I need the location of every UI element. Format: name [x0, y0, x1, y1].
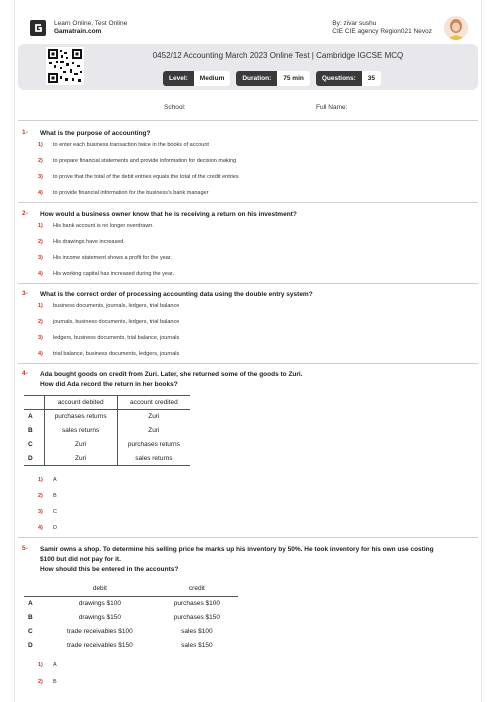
- divider: [18, 283, 478, 284]
- table-corner-cell: [24, 582, 44, 596]
- option-number: 3): [38, 509, 43, 515]
- test-meta: [163, 71, 381, 86]
- option-number: 1): [38, 477, 43, 483]
- table-cell: drawings $150: [78, 613, 122, 621]
- option-text: to prove that the total of the debit entries equals the total of the credit entries: [53, 174, 239, 180]
- option-number: 1): [38, 303, 43, 309]
- table-row: [24, 638, 238, 652]
- option-number: 2): [38, 239, 43, 245]
- option-text: B: [53, 493, 57, 499]
- option-text: His bank account is no longer overdrawn.: [53, 223, 154, 229]
- option-number: 2): [38, 158, 43, 164]
- level-label: Level:: [163, 71, 194, 86]
- question-text: What is the correct order of processing accounting data using the double entry system?: [40, 291, 313, 298]
- table-header: account credited: [130, 399, 178, 406]
- question-text-line: Samir owns a shop. To determine his selling price he marks up his inventory by 50%. He took inventory for his own use costing: [40, 546, 434, 553]
- question-text-line: $100 but did not pay for it.: [40, 556, 121, 563]
- option-text: A: [53, 477, 57, 483]
- table-row: [24, 438, 190, 452]
- table-cell: trade receivables $100: [67, 627, 133, 635]
- table-header: credit: [188, 585, 205, 593]
- option-text: His drawings have increased.: [53, 239, 125, 245]
- option-text: B: [53, 679, 57, 685]
- full-name-field[interactable]: Full Name:: [316, 104, 348, 111]
- table-cell: purchases returns: [44, 410, 117, 424]
- option-text: A: [53, 662, 57, 668]
- table-cell: purchases $100: [173, 599, 221, 607]
- table-cell: Zuri: [148, 413, 160, 421]
- site-tagline: Learn Online, Test Online: [54, 20, 128, 27]
- option-number: 3): [38, 174, 43, 180]
- table-cell: sales returns: [135, 454, 173, 462]
- option-text: C: [53, 509, 57, 515]
- author-agency: CIE CIE agency Region021 Nevoz: [332, 28, 432, 35]
- row-label: D: [24, 452, 44, 466]
- divider: [18, 363, 478, 364]
- row-label: A: [24, 410, 44, 424]
- author-name: By: zivar sushu: [332, 20, 377, 27]
- table-cell: purchases returns: [127, 441, 180, 448]
- option-text: to prepare financial statements and provide information for decision making: [53, 158, 237, 164]
- table-row: [24, 452, 190, 466]
- option-text: business documents, journals, ledgers, trial balance: [53, 303, 180, 309]
- duration-label: Duration:: [236, 71, 277, 86]
- table-cell: Zuri: [148, 427, 160, 434]
- question-text: [40, 370, 468, 390]
- option-number: 1): [38, 662, 43, 668]
- option-number: 1): [38, 223, 43, 229]
- option-text: D: [53, 525, 57, 531]
- row-label: B: [28, 613, 33, 621]
- site-info: [54, 20, 127, 36]
- level-chip: [163, 71, 230, 86]
- option-number: 4): [38, 271, 43, 277]
- table-cell: sales $100: [181, 627, 213, 635]
- questions-chip: [316, 71, 381, 86]
- row-label: C: [28, 627, 33, 635]
- table-row: [24, 624, 238, 638]
- option-number: 2): [38, 679, 43, 685]
- test-banner: [18, 44, 478, 90]
- row-label: B: [24, 424, 44, 438]
- table-cell: Zuri: [44, 438, 117, 452]
- level-value: Medium: [194, 71, 231, 86]
- option-number: 4): [38, 351, 43, 357]
- option-text: His income statement shows a profit for the year.: [53, 255, 172, 261]
- questions-label: Questions:: [316, 71, 362, 86]
- divider: [18, 202, 478, 203]
- table-cell: purchases $150: [173, 613, 221, 621]
- divider: [18, 537, 478, 538]
- table-corner-cell: [24, 396, 44, 410]
- question-text-line: How did Ada record the return in her books?: [40, 381, 178, 388]
- question-text: What is the purpose of accounting?: [40, 130, 151, 137]
- top-header: [30, 16, 468, 46]
- option-text: ledgers, business documents, trial balance, journals: [53, 335, 180, 341]
- option-text: trial balance, business documents, ledgers, journals: [53, 351, 180, 357]
- table-row: [24, 410, 190, 424]
- question-text-line: How should this be entered in the accounts?: [40, 566, 179, 573]
- answer-table: [24, 582, 238, 652]
- school-field[interactable]: School:: [164, 104, 186, 111]
- question-text: How would a business owner know that he is receiving a return on his investment?: [40, 211, 297, 218]
- question-number: 1-: [22, 129, 28, 136]
- question-number: 3-: [22, 290, 28, 297]
- table-cell: drawings $100: [78, 599, 122, 607]
- avatar-image-icon: [444, 16, 468, 40]
- option-number: 2): [38, 319, 43, 325]
- avatar: [444, 16, 468, 40]
- question-text: [40, 545, 478, 575]
- table-row: [24, 596, 238, 610]
- duration-value: 75 min: [277, 71, 310, 86]
- author-info: [332, 20, 432, 36]
- table-row: [24, 610, 238, 624]
- question-text-line: Ada bought goods on credit from Zuri. Later, she returned some of the goods to Zuri.: [40, 371, 303, 378]
- option-number: 3): [38, 255, 43, 261]
- duration-chip: [236, 71, 309, 86]
- table-header-row: [24, 396, 190, 410]
- row-label: A: [28, 599, 33, 607]
- question-number: 2-: [22, 210, 28, 217]
- divider: [18, 120, 478, 121]
- site-url[interactable]: Gamatrain.com: [54, 28, 102, 35]
- table-header: debit: [92, 585, 107, 593]
- row-label: D: [28, 641, 33, 649]
- table-header: account debited: [44, 396, 117, 410]
- option-number: 4): [38, 190, 43, 196]
- option-text: His working capital has increased during the year.: [53, 271, 175, 277]
- table-row: [24, 424, 190, 438]
- gamatrain-logo-icon: [30, 20, 46, 36]
- option-number: 2): [38, 493, 43, 499]
- table-cell: sales $150: [181, 641, 213, 649]
- table-header-row: [24, 582, 238, 596]
- table-cell: sales returns: [44, 424, 117, 438]
- table-cell: Zuri: [44, 452, 117, 466]
- option-number: 1): [38, 142, 43, 148]
- questions-value: 35: [362, 71, 381, 86]
- option-text: journals, business documents, ledgers, trial balance: [53, 319, 180, 325]
- question-number: 5-: [22, 545, 28, 552]
- option-text: to enter each business transaction twice in the books of account: [53, 142, 209, 148]
- option-text: to provide financial information for the business's bank manager: [53, 190, 209, 196]
- test-title: 0452/12 Accounting March 2023 Online Test | Cambridge IGCSE MCQ: [152, 51, 404, 60]
- answer-table: [24, 395, 190, 466]
- row-label: C: [24, 438, 44, 452]
- option-number: 4): [38, 525, 43, 531]
- table-cell: trade receivables $150: [67, 641, 133, 649]
- question-number: 4-: [22, 370, 28, 377]
- option-number: 3): [38, 335, 43, 341]
